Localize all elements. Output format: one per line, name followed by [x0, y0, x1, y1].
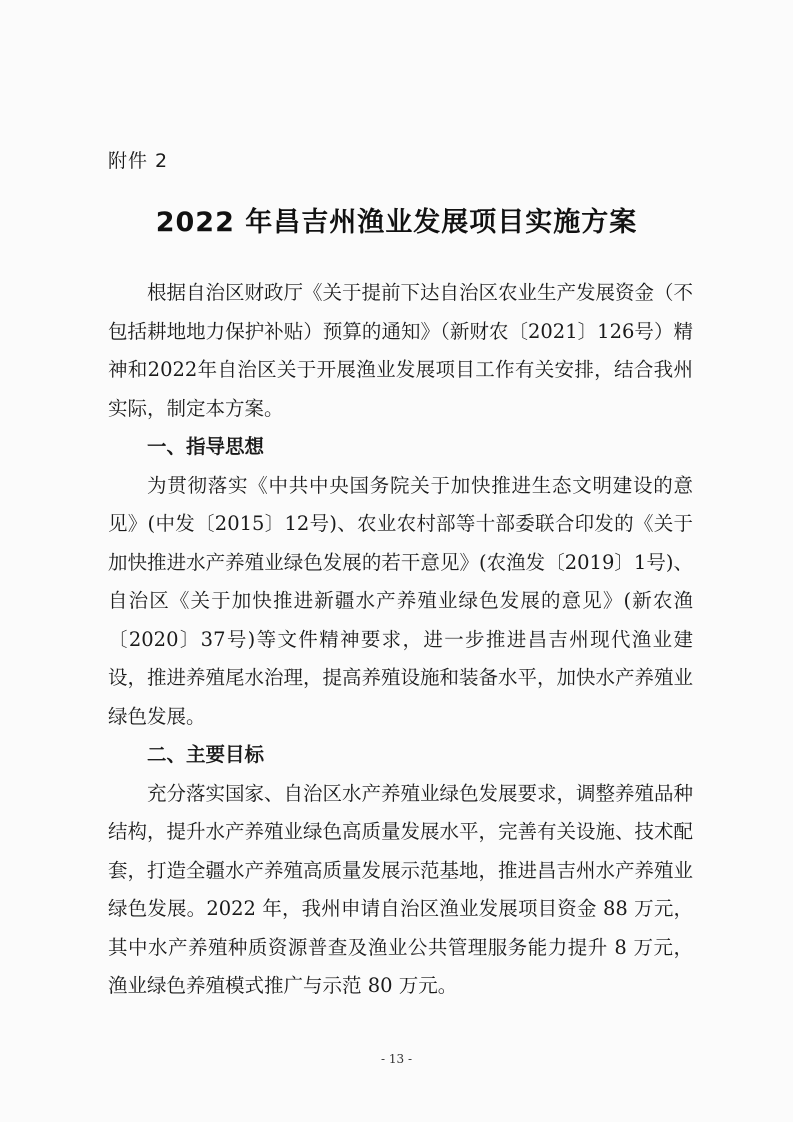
- guiding-ideology-paragraph: 为贯彻落实《中共中央国务院关于加快推进生态文明建设的意见》(中发〔2015〕12号)、农业农村部等十部委联合印发的《关于加快推进水产养殖业绿色发展的若干意见》(农渔发〔2019〕1号)、自治区《关于加快推进新疆水产养殖业绿色发展的意见》(新农渔〔2020〕37号)等文件精神要求，进一步推进昌吉州现代渔业建设，推进养殖尾水治理，提高养殖设施和装备水平，加快水产养殖业绿色发展。: [108, 473, 694, 728]
- intro-paragraph: 根据自治区财政厅《关于提前下达自治区农业生产发展资金（不包括耕地地力保护补贴）预算的通知》（新财农〔2021〕126号）精神和2022年自治区关于开展渔业发展项目工作有关安排，结合我州实际，制定本方案。: [108, 281, 694, 420]
- section-heading-main-goals: 二、主要目标: [147, 743, 265, 766]
- document-title: 2022 年昌吉州渔业发展项目实施方案: [155, 207, 638, 238]
- main-goals-paragraph: 充分落实国家、自治区水产养殖业绿色发展要求，调整养殖品种结构，提升水产养殖业绿色高质量发展水平，完善有关设施、技术配套，打造全疆水产养殖高质量发展示范基地，推进昌吉州水产养殖业绿色发展。2022 年，我州申请自治区渔业发展项目资金 88 万元，其中水产养殖种质资源普查及渔业公共管理服务能力提升 8 万元，渔业绿色养殖模式推广与示范 80 万元。: [108, 781, 694, 997]
- page-number: - 13 -: [380, 1052, 412, 1066]
- attachment-label: 附件 2: [108, 150, 169, 172]
- document-body: [108, 274, 693, 1006]
- section-heading-guiding-ideology: 一、指导思想: [147, 435, 265, 458]
